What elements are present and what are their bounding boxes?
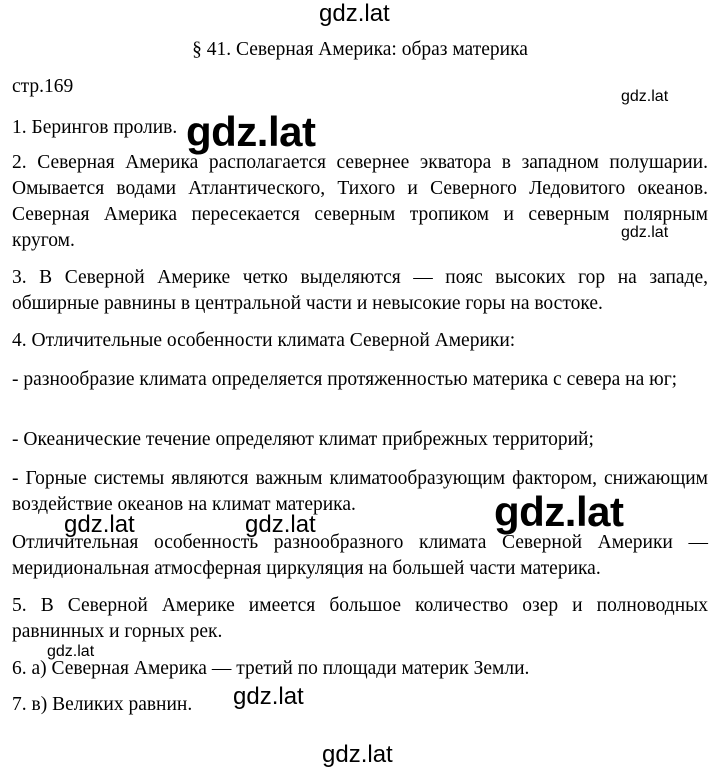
answer-4-heading: 4. Отличительные особенности климата Северной Америки: <box>12 330 516 351</box>
answer-1: 1. Берингов пролив. <box>12 117 178 138</box>
answer-3: 3. В Северной Америке четко выделяются — пояс высоких гор на западе, обширные равнины в центральной части и невысокие горы на востоке. <box>12 267 708 314</box>
watermark: gdz.lat <box>322 741 393 768</box>
answer-4-point-2: - Океанические течение определяют климат прибрежных территорий; <box>12 429 594 450</box>
answer-6: 6. а) Северная Америка — третий по площади материк Земли. <box>12 658 530 679</box>
watermark: gdz.lat <box>186 108 316 155</box>
watermark: gdz.lat <box>233 683 304 710</box>
page-reference: стр.169 <box>12 76 74 97</box>
answer-4-summary: Отличительная особенность разнообразного климата Северной Америки — меридиональная атмосферная циркуляция на большей части материка. <box>12 532 708 579</box>
watermark: gdz.lat <box>621 224 669 241</box>
answer-5: 5. В Северной Америке имеется большое количество озер и полноводных равнинных и горных рек. <box>12 595 708 642</box>
watermark: gdz.lat <box>47 643 95 660</box>
watermark: gdz.lat <box>245 511 316 538</box>
watermark: gdz.lat <box>64 511 135 538</box>
answer-4-point-1: - разнообразие климата определяется протяженностью материка с севера на юг; <box>12 369 678 390</box>
answer-2: 2. Северная Америка располагается севернее экватора в западном полушарии. Омывается водами Атлантического, Тихого и Северного Ледовитого океанов. Северная Америка пересекается северным тропиком и северным полярным кругом. <box>12 152 708 251</box>
answer-4-point-3: - Горные системы являются важным климатообразующим фактором, снижающим воздействие океанов на климат материка. <box>12 468 708 515</box>
watermark: gdz.lat <box>319 0 390 27</box>
watermark: gdz.lat <box>494 488 624 535</box>
document-title: § 41. Северная Америка: образ материка <box>192 39 528 60</box>
answer-7: 7. в) Великих равнин. <box>12 694 193 715</box>
watermark: gdz.lat <box>621 88 669 105</box>
